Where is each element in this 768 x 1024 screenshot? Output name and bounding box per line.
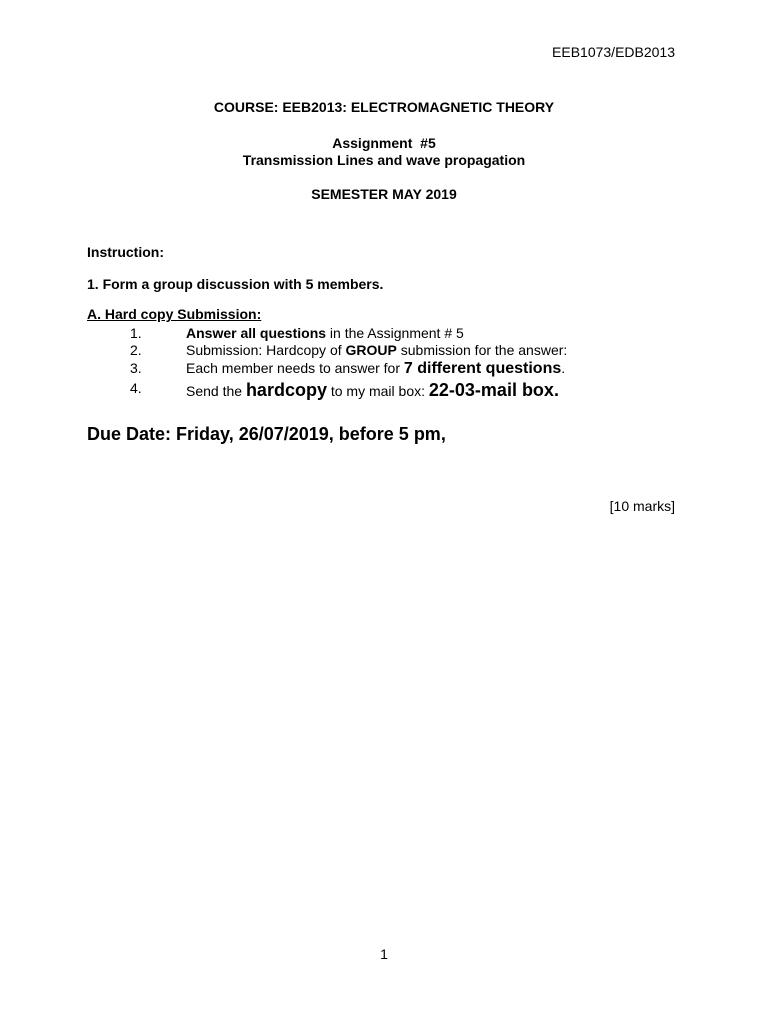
section-a-heading: A. Hard copy Submission: [87, 306, 262, 322]
emphasis-text: 22-03-mail box. [428, 380, 559, 400]
emphasis-text: hardcopy [245, 380, 327, 400]
course-code-header: EEB1073/EDB2013 [552, 44, 675, 60]
plain-text: Send the [186, 383, 246, 399]
due-date: Due Date: Friday, 26/07/2019, before 5 pm, [87, 424, 446, 444]
list-item-number: 3. [130, 360, 142, 376]
plain-text: Each member needs to answer for [186, 360, 404, 376]
emphasis-text: Answer all questions [186, 325, 327, 341]
course-title: COURSE: EEB2013: ELECTROMAGNETIC THEORY [213, 99, 555, 115]
assignment-topic: Transmission Lines and wave propagation [242, 152, 526, 168]
plain-text: . [561, 360, 566, 376]
instruction-heading: Instruction: [87, 244, 164, 260]
list-item-text [186, 360, 565, 378]
plain-text: Submission: Hardcopy of [186, 342, 346, 358]
plain-text: submission for the answer: [396, 342, 568, 358]
plain-text: in the Assignment # 5 [326, 325, 464, 341]
emphasis-text: 7 different questions [403, 360, 562, 377]
list-item-number: 1. [130, 325, 142, 341]
list-item-number: 2. [130, 342, 142, 358]
page-number: 1 [380, 946, 388, 962]
assignment-title: Assignment #5 [332, 135, 436, 151]
marks-label: [10 marks] [609, 498, 675, 514]
list-item-text [186, 325, 464, 341]
semester-label: SEMESTER MAY 2019 [311, 186, 457, 202]
instruction-point-1: 1. Form a group discussion with 5 members. [87, 276, 384, 292]
list-item-text [186, 342, 567, 358]
plain-text: to my mail box: [326, 383, 429, 399]
emphasis-text: GROUP [345, 342, 397, 358]
list-item-number: 4. [130, 380, 142, 396]
list-item-text [186, 380, 559, 401]
